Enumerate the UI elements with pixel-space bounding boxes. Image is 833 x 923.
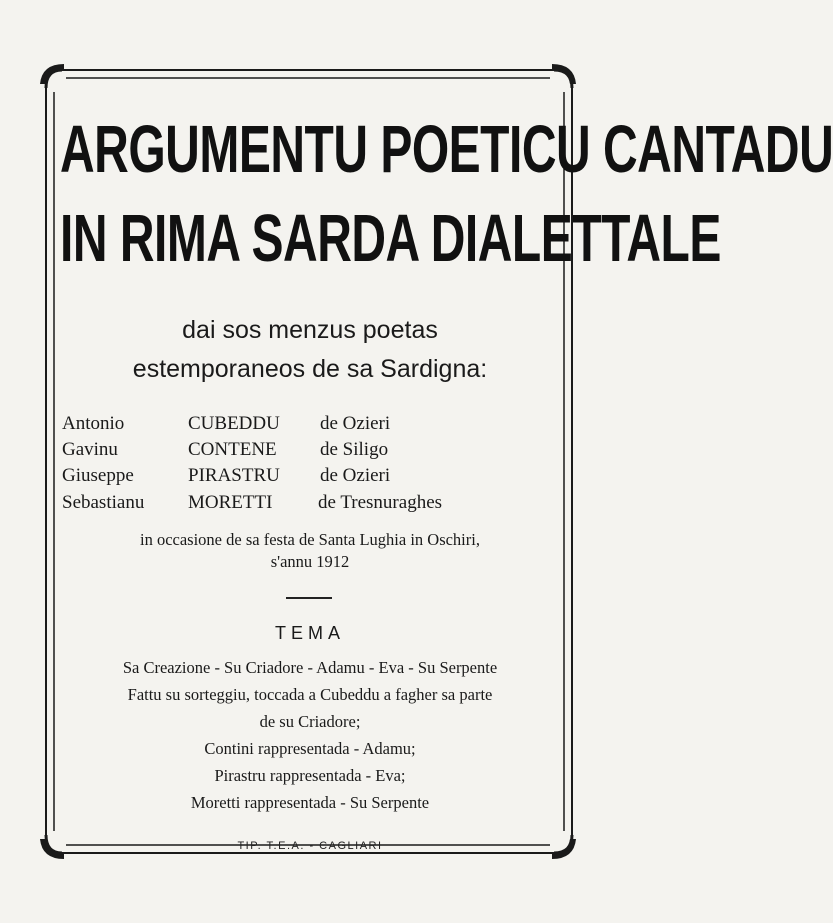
- printer-credit: TIP. T.E.A. - CAGLIARI: [237, 840, 383, 852]
- poet-origin: de Siligo: [320, 439, 389, 460]
- poet-last-name: CONTENE: [188, 439, 277, 460]
- poet-last-name: MORETTI: [188, 492, 273, 513]
- poet-first-name: Antonio: [62, 413, 125, 434]
- divider-rule: [286, 597, 332, 599]
- poet-first-name: Giuseppe: [62, 465, 134, 486]
- tema-line-4: Contini rappresentada - Adamu;: [204, 739, 416, 758]
- poet-origin: de Tresnuraghes: [318, 492, 443, 513]
- tema-line-3: de su Criadore;: [259, 712, 361, 731]
- poet-first-name: Gavinu: [62, 439, 118, 460]
- occasion-line-1: in occasione de sa festa de Santa Lughia in Oschiri,: [140, 530, 480, 549]
- title-line-2: IN RIMA SARDA DIALETTALE: [60, 202, 721, 277]
- tema-line-6: Moretti rappresentada - Su Serpente: [190, 793, 430, 812]
- poet-last-name: CUBEDDU: [188, 413, 280, 434]
- tema-line-5: Pirastru rappresentada - Eva;: [214, 766, 406, 785]
- poet-first-name: Sebastianu: [62, 492, 145, 513]
- title-line-1: ARGUMENTU POETICU CANTADU: [60, 113, 833, 188]
- tema-line-1: Sa Creazione - Su Criadore - Adamu - Eva - Su Serpente: [122, 658, 498, 677]
- subtitle-line-2: estemporaneos de sa Sardigna:: [132, 355, 488, 383]
- tema-line-2: Fattu su sorteggiu, toccada a Cubeddu a fagher sa parte: [127, 685, 493, 704]
- subtitle-line-1: dai sos menzus poetas: [182, 316, 438, 344]
- tema-heading: TEMA: [274, 623, 345, 643]
- poet-origin: de Ozieri: [320, 465, 391, 486]
- poet-origin: de Ozieri: [320, 413, 391, 434]
- occasion-line-2: s'annu 1912: [270, 552, 350, 571]
- poet-last-name: PIRASTRU: [188, 465, 280, 486]
